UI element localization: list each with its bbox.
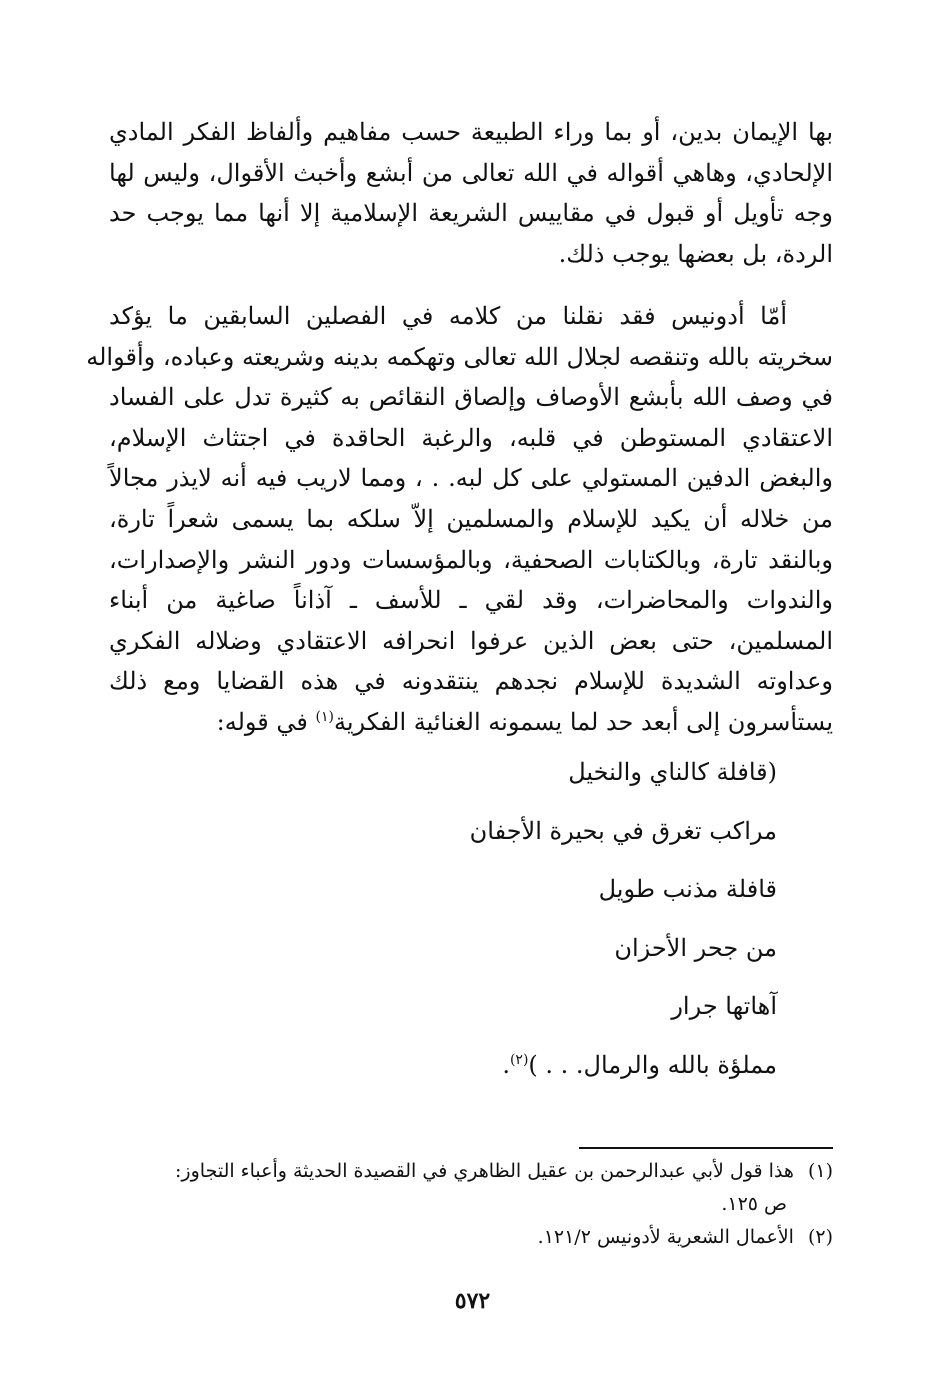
poem [177, 743, 777, 1094]
footnote-1-continuation: ص ١٢٥. [721, 1193, 787, 1215]
paragraph-2-last-line [109, 702, 833, 743]
paragraph-1 [109, 112, 833, 274]
footnotes [109, 1155, 833, 1254]
paragraph-2-line: في وصف الله بأبشع الأوصاف وإلصاق النقائص به كثيرة تدل على الفساد [109, 383, 834, 412]
paragraph-2-line: المسلمين، حتى بعض الذين عرفوا انحرافه الاعتقادي وضلاله الفكري [109, 626, 833, 655]
footnote-separator [579, 1147, 833, 1149]
paragraph-2-line: وبالنقد تارة، وبالكتابات الصحفية، وبالمؤسسات ودور النشر والإصدارات، [109, 545, 833, 574]
paragraph-2-line: سخريته بالله وتنقصه لجلال الله تعالى وتهكمه بدينه وشريعته وعباده، وأقواله [86, 342, 833, 371]
paragraph-2-line: من خلاله أن يكيد للإسلام والمسلمين إلاّ سلكه بما يسمى شعراً تارة، [109, 504, 834, 533]
footnote-2-text: الأعمال الشعرية لأدونيس ١٢١/٢. [537, 1226, 794, 1248]
paragraph-2-line: الاعتقادي المستوطن في قلبه، والرغبة الحاقدة في اجتثاث الإسلام، [109, 423, 833, 452]
footnote-2-number: (٢) [807, 1226, 833, 1248]
poem-verse: (قافلة كالناي والنخيل [568, 758, 777, 786]
footnote-1 [109, 1155, 833, 1188]
paragraph-1-line: بها الإيمان بدين، أو بما وراء الطبيعة حسب مفاهيم وألفاظ الفكر المادي [109, 118, 833, 146]
poem-verse: آهاتها جرار [671, 992, 777, 1020]
footnote-2 [109, 1221, 833, 1254]
poem-last-verse-end: . [502, 1050, 510, 1079]
footnote-1-text: هذا قول لأبي عبدالرحمن بن عقيل الظاهري في القصيدة الحديثة وأعباء التجاوز: [175, 1160, 794, 1182]
paragraph-2-line: والبغض الدفين المستولي على كل لبه. . ، ومما لاريب فيه أنه لايذر مجالاً [109, 464, 833, 493]
paragraph-1-line: وجه تأويل أو قبول في مقاييس الشريعة الإسلامية إلا أنها مما يوجب حد [109, 199, 833, 228]
footnote-1-number: (١) [807, 1160, 833, 1182]
poem-last-verse-text: مملؤة بالله والرمال. . . ) [528, 1050, 777, 1079]
poem-verse: مراكب تغرق في بحيرة الأجفان [469, 816, 777, 845]
paragraph-2 [86, 296, 834, 743]
poem-last-verse [177, 1036, 777, 1095]
poem-verse: من جحر الأحزان [614, 933, 777, 962]
paragraph-2-line: أمّا أدونيس فقد نقلنا من كلامه في الفصلين السابقين ما يؤكد [109, 302, 787, 330]
paragraph-1-line: الإلحادي، وهاهي أقواله في الله تعالى من أبشع وأخبث الأقوال، وليس لها [109, 158, 833, 187]
paragraph-2-last-line-text: يستأسرون إلى أبعد حد لما يسمونه الغنائية الفكرية [333, 707, 833, 736]
paragraph-2-line: وعداوته الشديدة للإسلام نجدهم ينتقدونه في هذه القضايا ومع ذلك [109, 667, 833, 696]
paragraph-2-last-line-end: في قوله: [216, 707, 316, 736]
footnote-ref-1: (١) [315, 708, 334, 725]
paragraph-1-line: الردة، بل بعضها يوجب ذلك. [558, 239, 833, 268]
page-number: ٥٧٢ [454, 1288, 491, 1314]
footnote-ref-2: (٢) [509, 1051, 529, 1068]
paragraph-2-line: والندوات والمحاضرات، وقد لقي ـ للأسف ـ آذاناً صاغية من أبناء [109, 586, 833, 615]
poem-verse: قافلة مذنب طويل [598, 875, 777, 903]
